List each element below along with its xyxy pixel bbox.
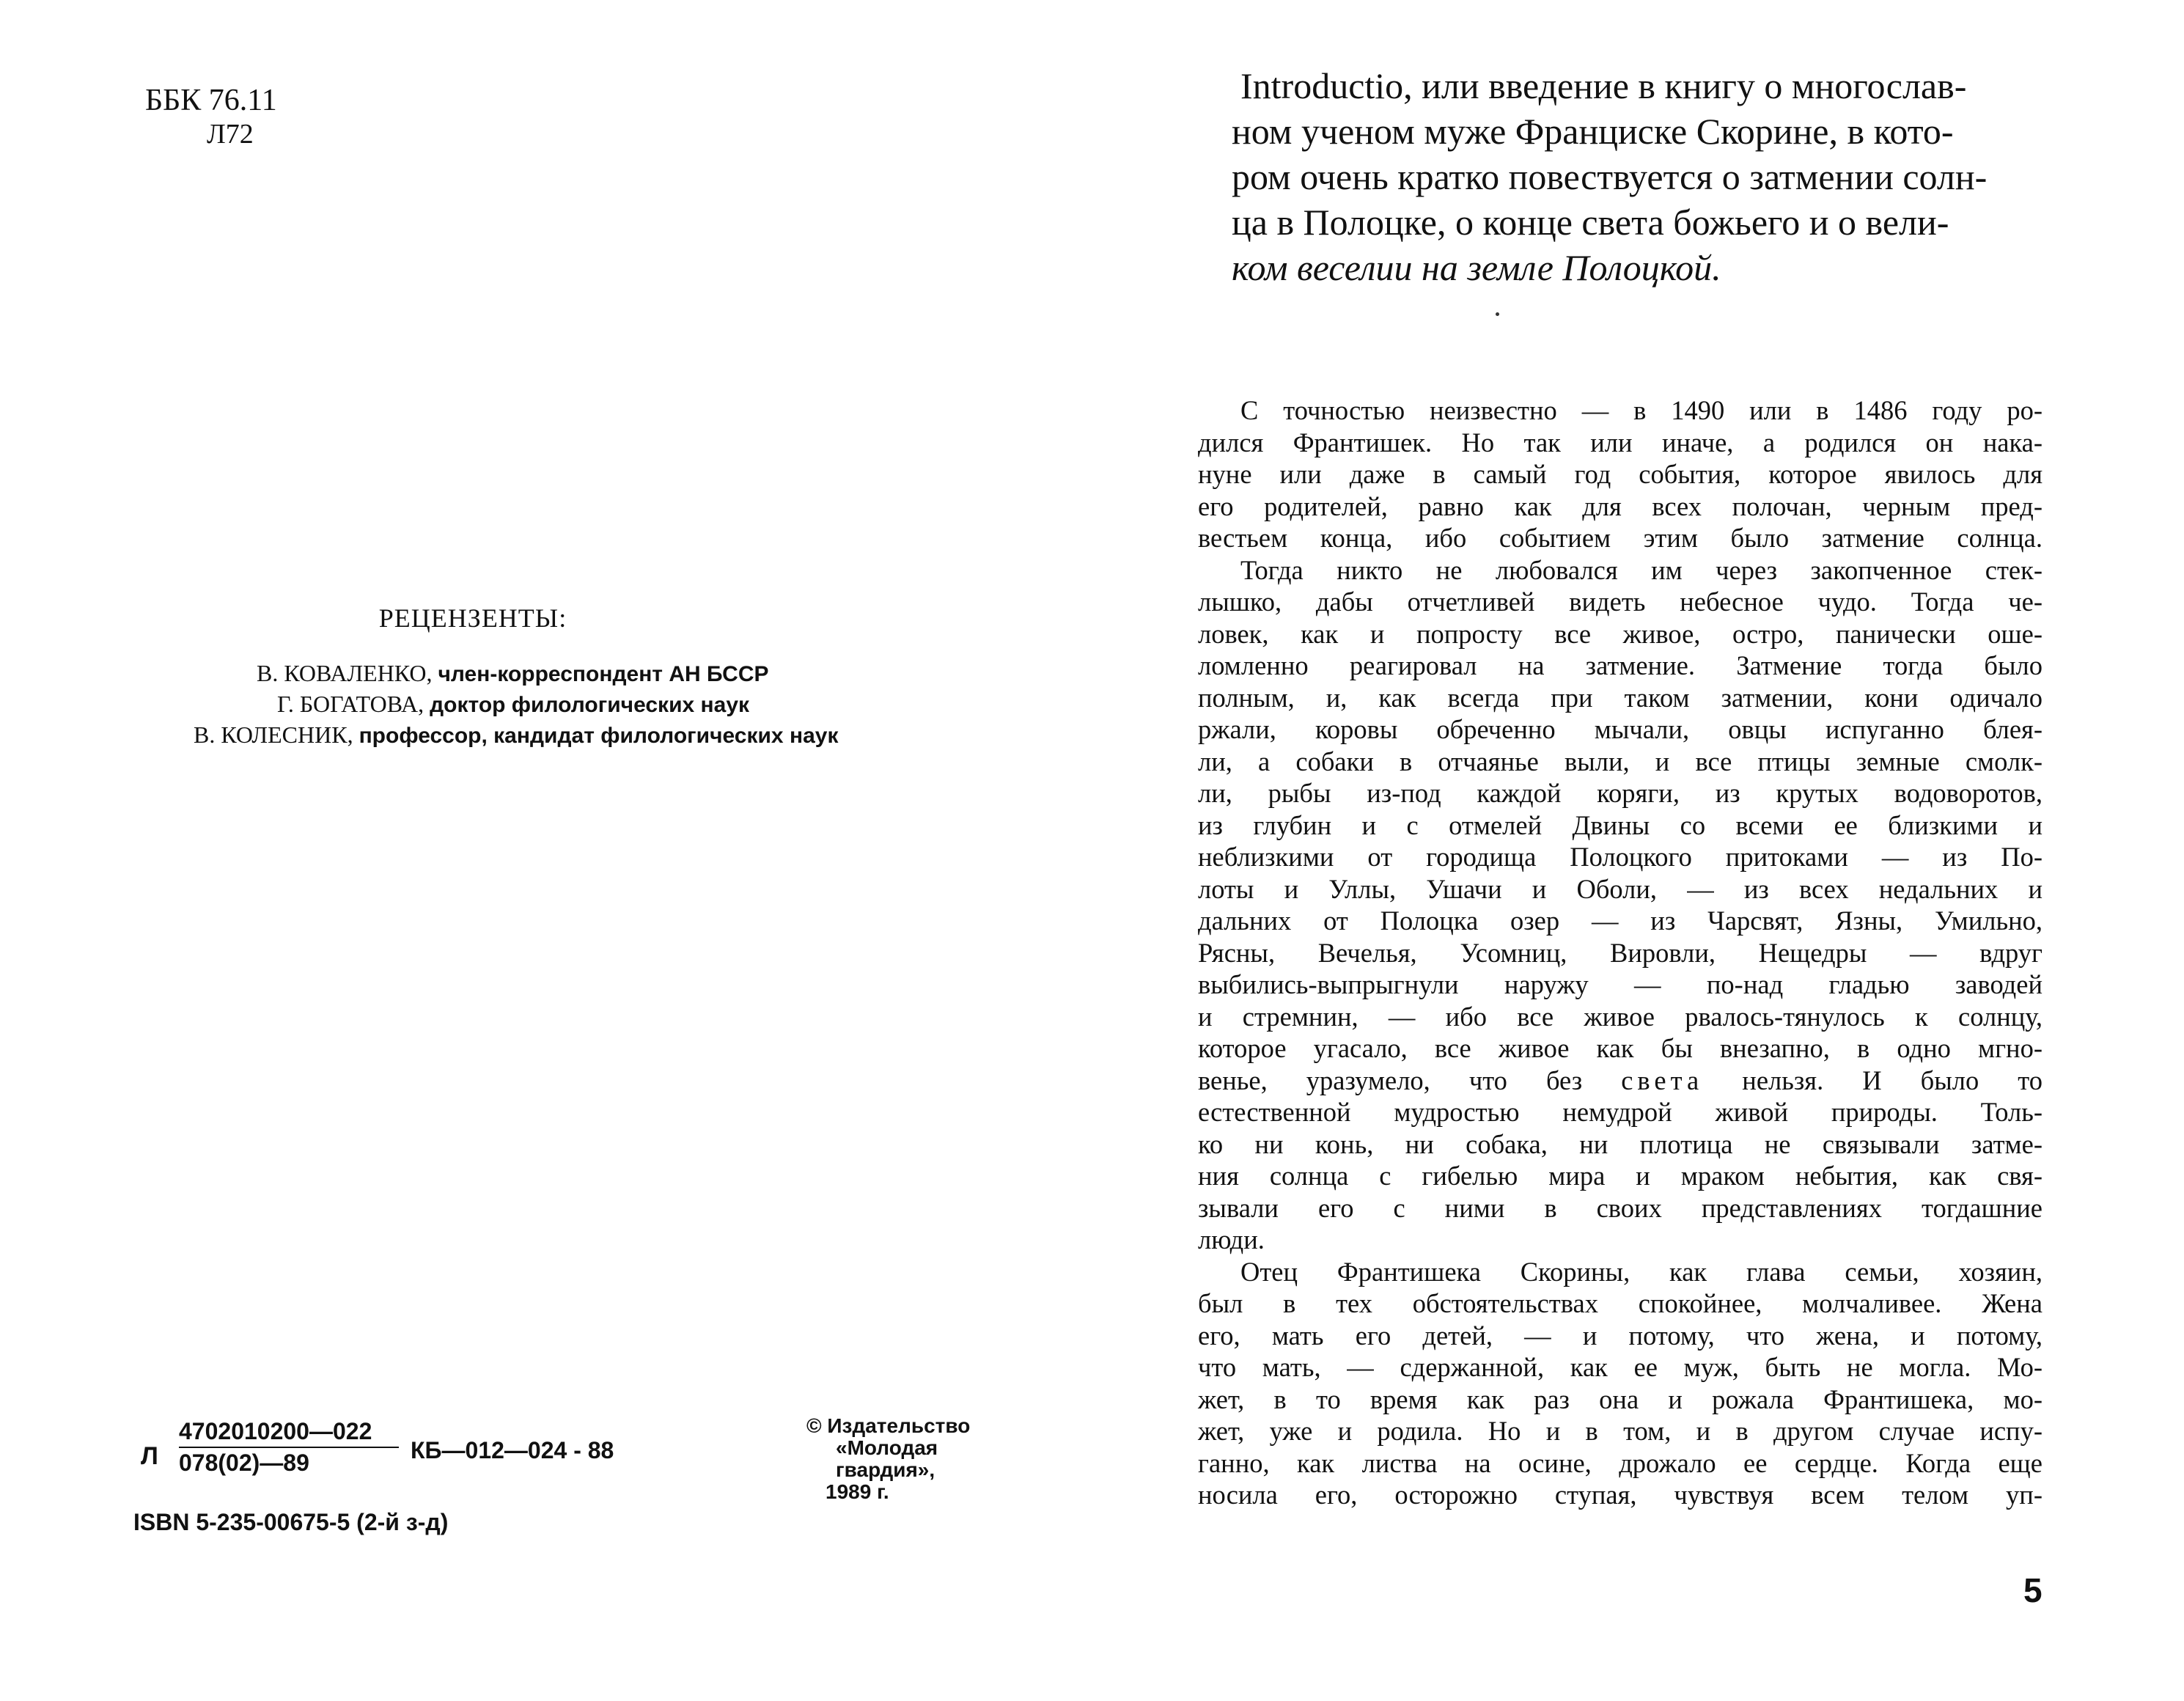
publisher-copyright (806, 1415, 970, 1503)
text-line: нуне или даже в самый год события, которое явилось для (1198, 459, 2043, 489)
text-line: дальних от Полоцка озер — из Чарсвят, Язны, Умильно, (1198, 905, 2043, 936)
text-line: что мать, — сдержанной, как ее муж, быть не могла. Мо- (1198, 1352, 2043, 1382)
text-line: ния солнца с гибелью мира и мраком небытия, как свя- (1198, 1161, 2043, 1191)
text-line: выбились-выпрыгнули наружу — по-над гладью заводей (1198, 969, 2043, 999)
reviewer-1 (169, 658, 975, 689)
catalog-letter: Л (141, 1442, 158, 1470)
text-line: Тогда никто не любовался им через закопченное стек- (1240, 554, 2043, 585)
intro-line: ном ученом муже Франциске Скорине, в кото- (1232, 111, 1954, 152)
catalog-numerator: 4702010200—022 (179, 1418, 399, 1448)
text-line: Отец Франтишека Скорины, как глава семьи, хозяин, (1240, 1256, 2043, 1287)
text-line: полным, и, как всегда при таком затмении, кони одичало (1198, 682, 2043, 713)
chapter-intro (1232, 63, 2060, 290)
text-line: вестьем конца, ибо событием этим было затмение солнца. (1198, 523, 2043, 553)
reviewer-name: В. КОВАЛЕНКО, (257, 660, 433, 686)
reviewer-role: член-корреспондент АН БССР (438, 662, 769, 686)
text-line: лышко, дабы отчетливей видеть небесное чудо. Тогда че- (1198, 587, 2043, 617)
text-line: жет, в то время как раз она и рожала Франтишека, мо- (1198, 1384, 2043, 1414)
text-line: дился Франтишек. Но так или иначе, а родился он нака- (1198, 427, 2043, 458)
intro-line: ца в Полоцке, о конце света божьего и о вели- (1232, 202, 1949, 243)
text-line: жет, уже и родила. Но и в том, и в другом случае испу- (1198, 1416, 2043, 1446)
bbk-author-mark: Л72 (207, 119, 254, 150)
text-line: ржали, коровы обреченно мычали, овцы испуганно блея- (1198, 714, 2043, 744)
publisher-line: 1989 г. (826, 1480, 889, 1503)
reviewer-2 (169, 689, 975, 720)
text-line: его родителей, равно как для всех полочан, черным пред- (1198, 491, 2043, 521)
publisher-line: © Издательство (806, 1414, 971, 1437)
text-line: которое угасало, все живое как бы внезапно, в одно мгно- (1198, 1033, 2043, 1063)
publisher-line: гвардия», (836, 1458, 935, 1481)
text-line: Рясны, Вечелья, Усомниц, Вировли, Нещедры — вдруг (1198, 937, 2043, 968)
bbk-code: ББК 76.11 (145, 84, 277, 117)
reviewers-list (169, 658, 975, 751)
reviewer-role: доктор филологических наук (430, 693, 750, 717)
text-line: ломленно реагировал на затмение. Затмение тогда было (1198, 650, 2043, 680)
catalog-kb-code: КБ—012—024 - 88 (411, 1437, 614, 1463)
text-line: из глубин и с отмелей Двины со всеми ее близкими и (1198, 809, 2043, 840)
reviewer-name: В. КОЛЕСНИК, (194, 721, 353, 748)
text-line (1198, 1065, 2043, 1097)
text-line: зывали его с ними в своих представлениях тогдашние (1198, 1192, 2043, 1223)
text-line: ловек, как и попросту все живое, остро, панически оше- (1198, 618, 2043, 649)
text-fragment: нельзя. И было то (1742, 1065, 2043, 1095)
text-line: ли, рыбы из-под каждой коряги, из крутых водоворотов, (1198, 778, 2043, 808)
ornament-dot (1496, 312, 1499, 316)
reviewer-name: Г. БОГАТОВА, (277, 691, 424, 717)
text-fragment: венье, уразумело, что без (1198, 1065, 1583, 1095)
text-line: ли, а собаки в отчаянье выли, и все птицы земные смолк- (1198, 746, 2043, 776)
intro-italic: ком веселии на земле Полоцкой. (1232, 247, 1721, 288)
page-number: 5 (2023, 1571, 2043, 1609)
publisher-line: «Молодая (836, 1436, 938, 1459)
text-line: и стремнин, — ибо все живое рвалось-тянулось к солнцу, (1198, 1001, 2043, 1032)
text-line: его, мать его детей, — и потому, что жена, и потому, (1198, 1320, 2043, 1351)
isbn: ISBN 5-235-00675-5 (2-й з-д) (133, 1509, 449, 1535)
text-line: лоты и Уллы, Ушачи и Оболи, — из всех недальних и (1198, 873, 2043, 904)
text-line: люди. (1198, 1224, 1265, 1254)
catalog-fraction (179, 1418, 399, 1477)
reviewer-3 (169, 720, 975, 751)
reviewers-title: РЕЦЕНЗЕНТЫ: (378, 603, 567, 633)
spaced-emphasis: света (1621, 1065, 1704, 1095)
text-line: неблизкими от городища Полоцкого притоками — из По- (1198, 842, 2043, 872)
text-line: ганно, как листва на осине, дрожало ее сердце. Когда еще (1198, 1447, 2043, 1478)
intro-line: Introductio, или введение в книгу о многослав- (1240, 65, 1967, 106)
text-line: ко ни конь, ни собака, ни плотица не связывали затме- (1198, 1128, 2043, 1159)
text-line: носила его, осторожно ступая, чувствуя всем телом уп- (1198, 1480, 2043, 1510)
text-line: С точностью неизвестно — в 1490 или в 1486 году ро- (1240, 395, 2043, 425)
reviewer-role: профессор, кандидат филологических наук (359, 724, 839, 748)
text-line: был в тех обстоятельствах спокойнее, молчаливее. Жена (1198, 1288, 2043, 1318)
text-line: естественной мудростью немудрой живой природы. Толь- (1198, 1097, 2043, 1127)
intro-line: ром очень кратко повествуется о затмении солн- (1232, 156, 1988, 197)
body-text (1198, 394, 2043, 1511)
intro-line (1232, 245, 2060, 290)
catalog-denominator: 078(02)—89 (179, 1450, 309, 1476)
